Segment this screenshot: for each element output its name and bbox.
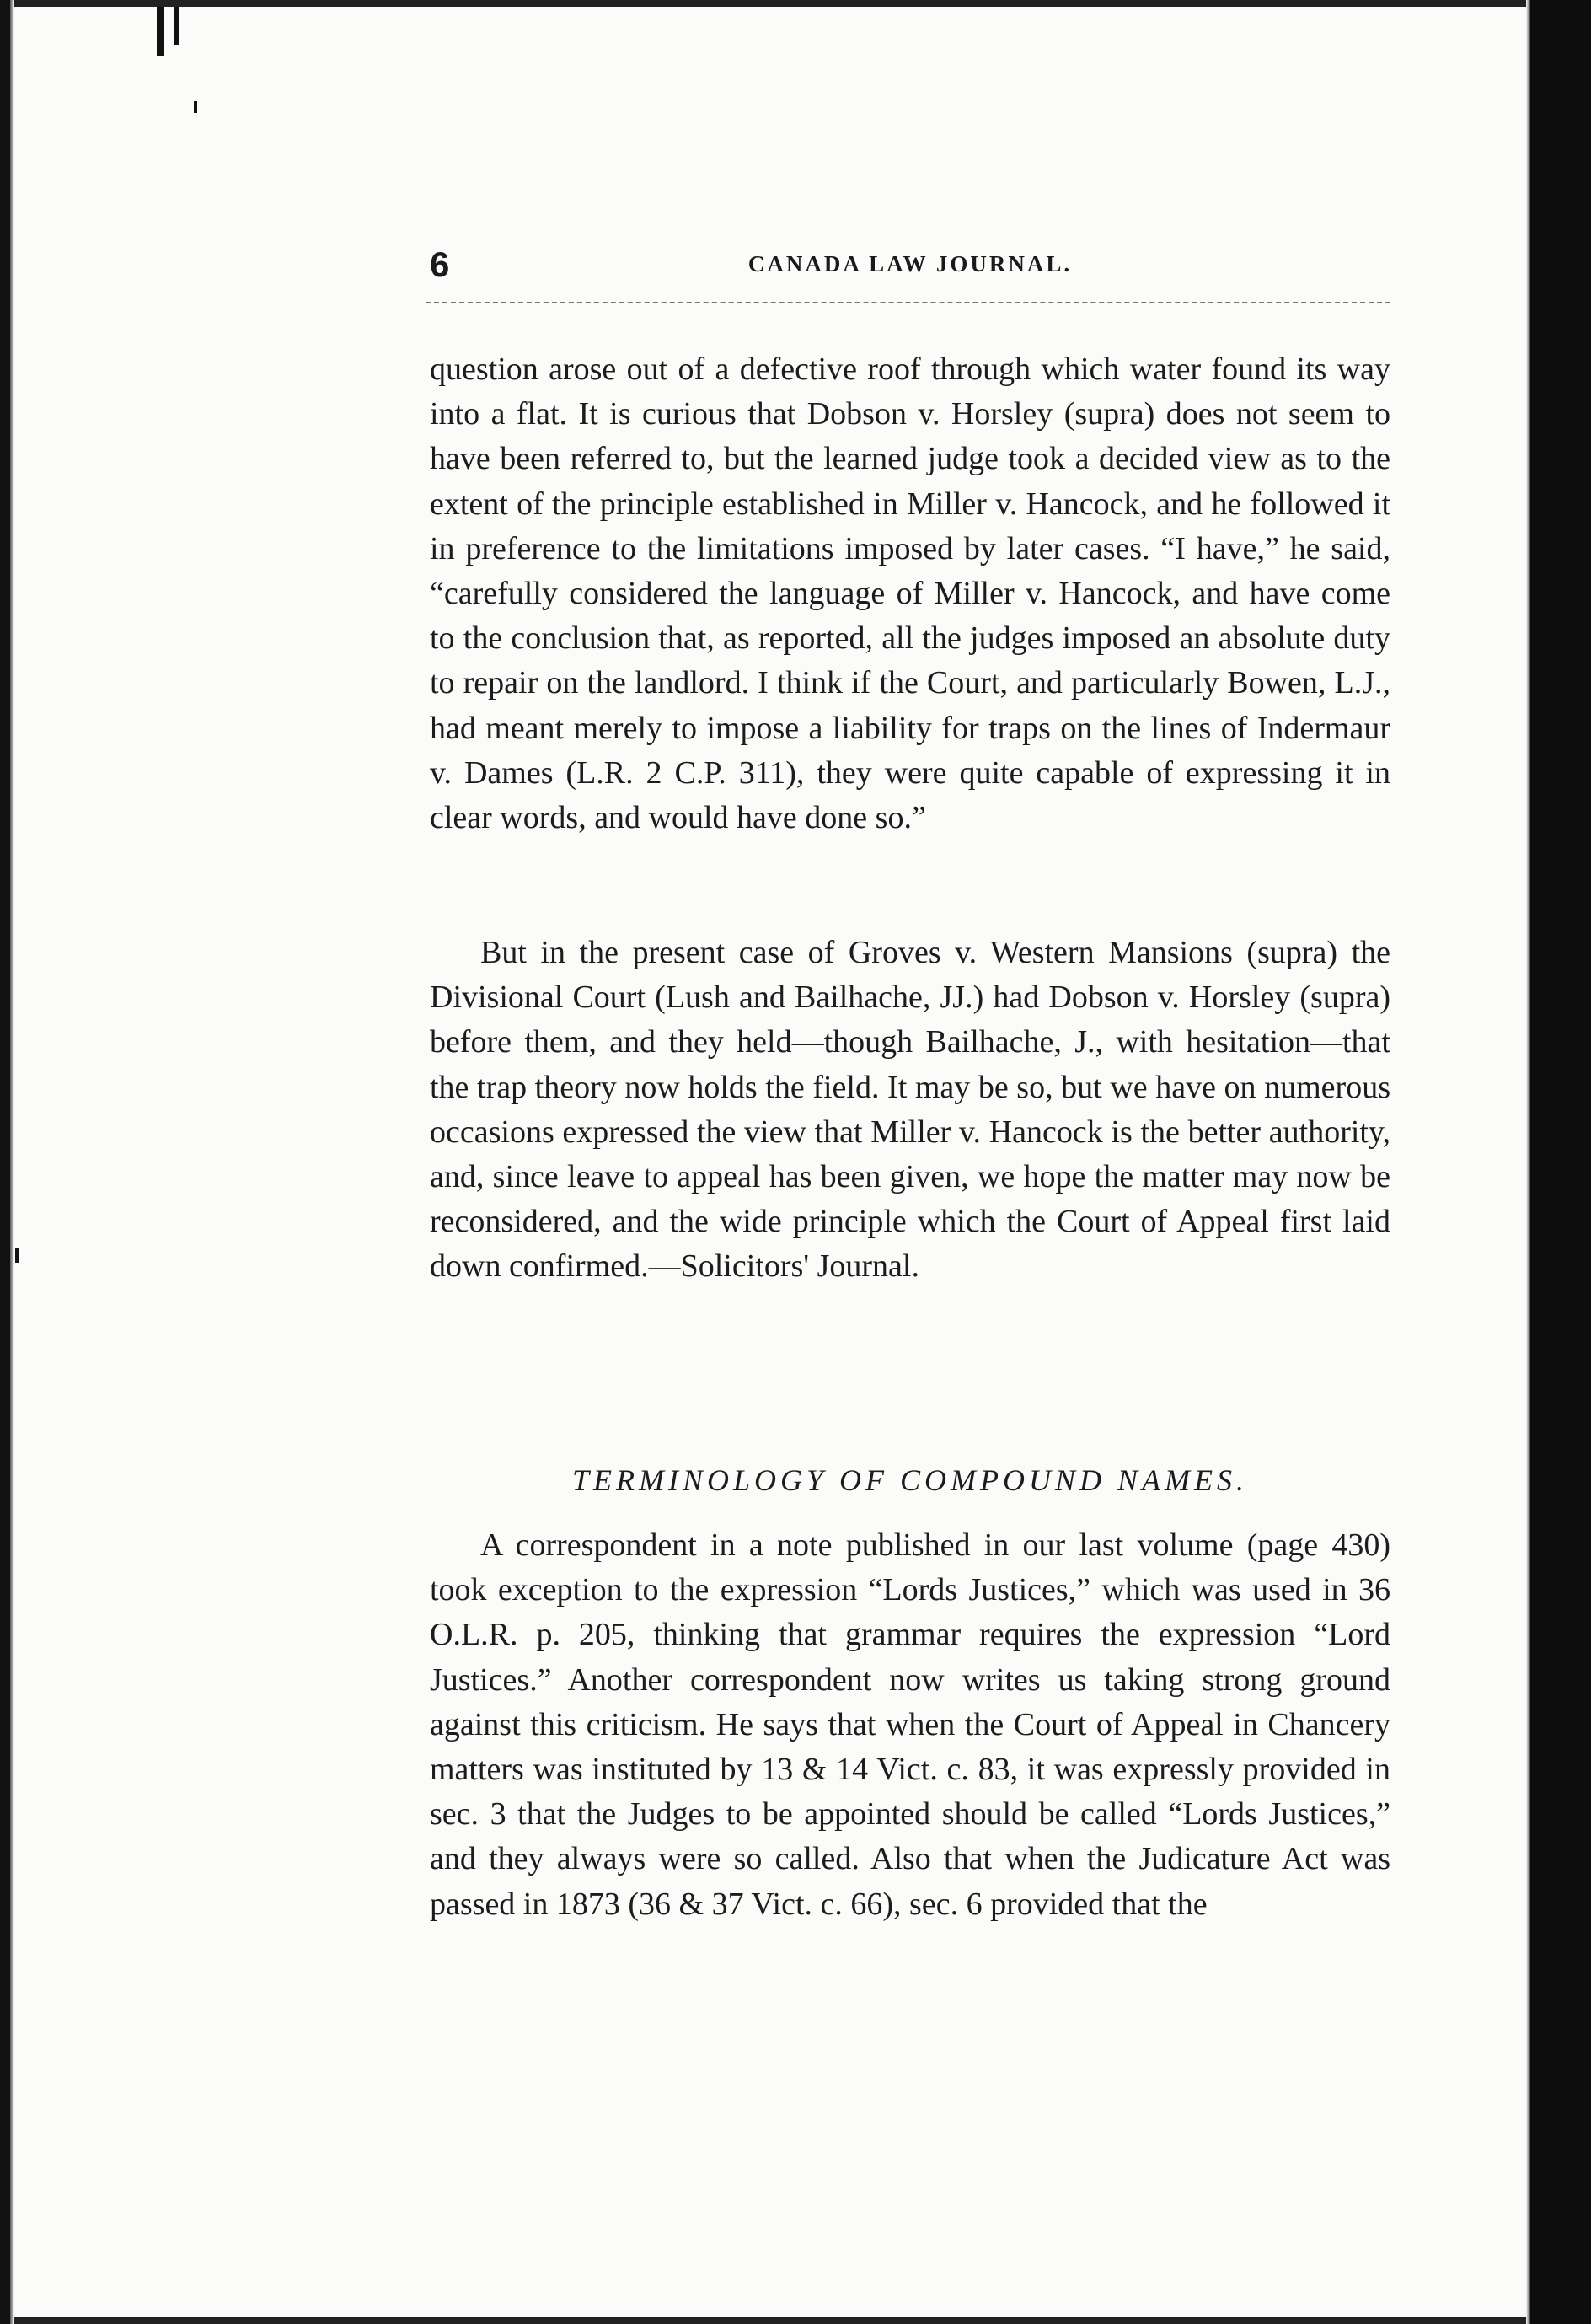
scan-border-left	[0, 0, 10, 2324]
scan-border-right	[1530, 0, 1591, 2324]
page-header	[430, 244, 1390, 295]
running-head: CANADA LAW JOURNAL.	[747, 251, 1073, 276]
body-paragraph	[430, 1523, 1390, 1927]
scan-border-top	[0, 0, 1591, 7]
scan-shadow-left	[10, 0, 14, 2324]
scan-border-bottom	[0, 2317, 1591, 2324]
body-paragraph	[430, 931, 1390, 1290]
scan-shadow-right	[1526, 0, 1530, 2324]
scan-speck	[194, 101, 197, 113]
paragraph-text: A correspondent in a note published in our last volume (page 430) took exception to the expression “Lords Justices,” which was used in 36 O.L.R. p. 205, thinking that grammar requires the expression “Lord Justices.” Another correspondent now writes us taking strong ground against this criticism. He says that when the Court of Appeal in Chancery matters was instituted by 13 & 14 Vict. c. 83, it was expressly provided in sec. 3 that the Judges to be appointed should be called “Lords Justices,” and they always were so called. Also that when the Judicature Act was passed in 1873 (36 & 37 Vict. c. 66), sec. 6 provided that the	[430, 1527, 1390, 1922]
paragraph-text: question arose out of a defective roof through which water found its way into a flat. It is curious that Dobson v. Horsley (supra) does not seem to have been referred to, but the learned judge took a decided view as to the extent of the principle established in Miller v. Hancock, and he followed it in preference to the limitations imposed by later cases. “I have,” he said, “carefully considered the language of Miller v. Hancock, and have come to the conclusion that, as reported, all the judges imposed an absolute duty to repair on the landlord. I think if the Court, and particularly Bowen, L.J., had meant merely to impose a liability for traps on the lines of Indermaur v. Dames (L.R. 2 C.P. 311), they were quite capable of expressing it in clear words, and would have done so.”	[430, 352, 1390, 836]
header-rule	[426, 302, 1390, 303]
scan-speck	[157, 7, 164, 56]
scan-speck	[174, 7, 179, 45]
section-title: TERMINOLOGY OF COMPOUND NAMES.	[572, 1463, 1248, 1497]
scan-speck	[15, 1248, 19, 1263]
body-paragraph	[430, 347, 1390, 840]
page-number: 6	[430, 244, 450, 284]
paragraph-text: But in the present case of Groves v. Western Mansions (supra) the Divisional Court (Lush and Bailhache, JJ.) had Dobson v. Horsley (supra) before them, and they held—though Bailhache, J., with hesitation—that the trap theory now holds the field. It may be so, but we have on numerous occasions expressed the view that Miller v. Hancock is the better authority, and, since leave to appeal has been given, we hope the matter may now be reconsidered, and the wide principle which the Court of Appeal first laid down confirmed.—Solicitors' Journal.	[430, 935, 1390, 1285]
